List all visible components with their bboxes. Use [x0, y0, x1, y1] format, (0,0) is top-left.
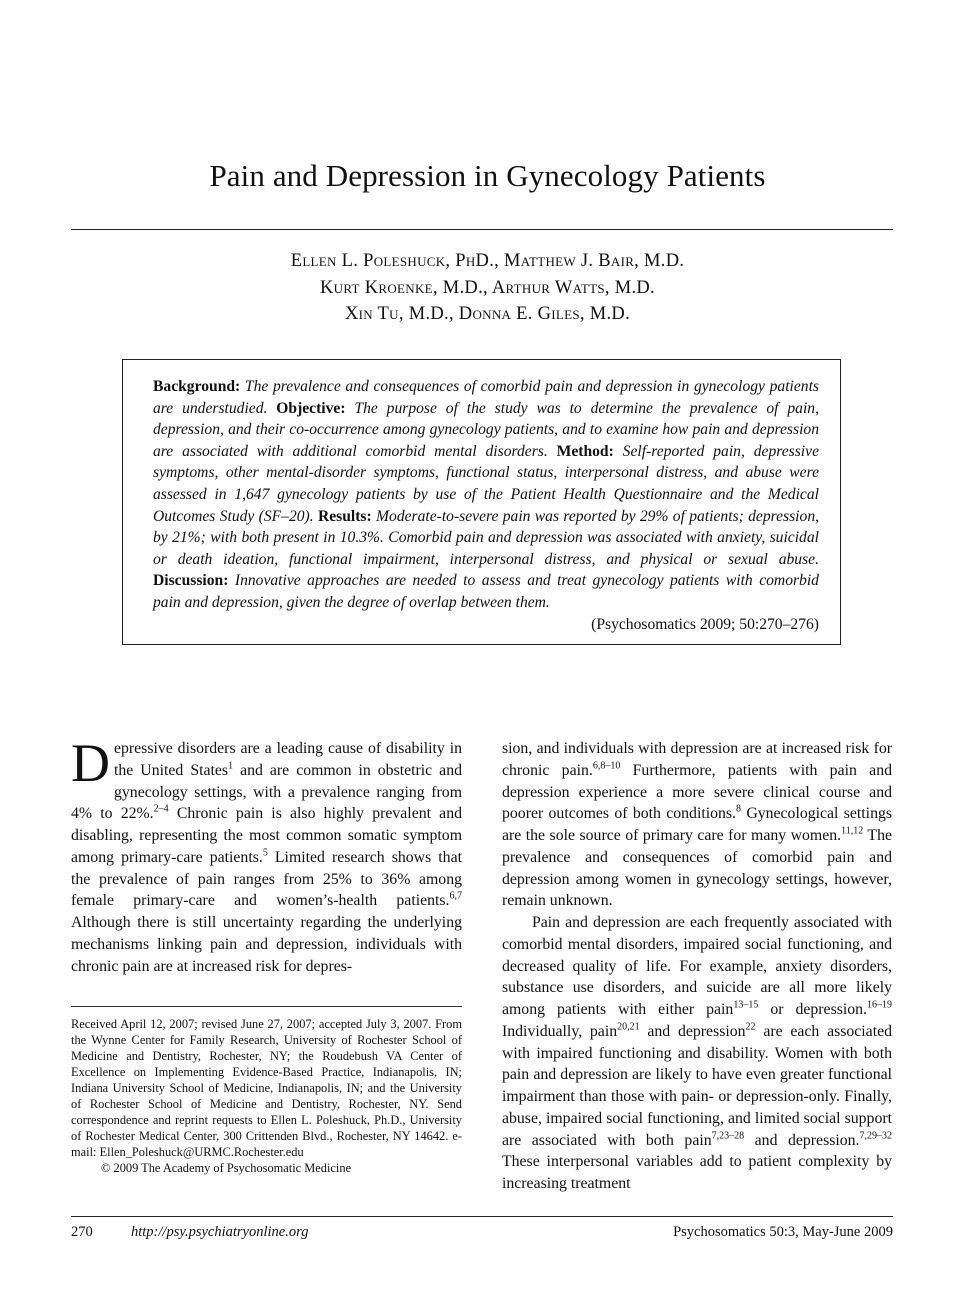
body-text: Limited research shows that the prevalence of pain ranges from 25% to 36% among female primary-care and women’s-health patients. — [71, 848, 462, 910]
journal-url-link[interactable]: http://psy.psychiatryonline.org — [131, 1224, 309, 1240]
body-text: Furthermore, patients with pain and depression experience a more severe clinical course and poorer outcomes of both conditions. — [502, 761, 892, 823]
footnote — [71, 1016, 462, 1176]
copyright-notice: © 2009 The Academy of Psychosomatic Medicine — [101, 1161, 352, 1175]
title-rule — [71, 229, 893, 230]
abstract-results-text: Moderate-to-severe pain was reported by 29% of patients; depression, by 21%; with both present in 10.3%. Comorbid pain and depression was associated with anxiety, suicidal or death ideation, functional impairment, interpersonal distress, and physical or sexual abuse. — [153, 507, 820, 568]
body-text: The prevalence and consequences of comorbid pain and depression among women in gynecology settings, however, remain unknown. — [502, 827, 892, 910]
author-line-2: Kurt Kroenke, M.D., Arthur Watts, M.D. — [320, 277, 655, 298]
abstract-objective-label: Objective: — [276, 399, 355, 417]
footer-rule — [71, 1216, 893, 1217]
reference-superscript: 1 — [228, 760, 234, 772]
reference-superscript: 2–4 — [153, 803, 169, 815]
abstract-box — [122, 359, 841, 645]
body-text: sion, and individuals with depression are at increased risk for chronic pain. — [502, 740, 892, 779]
reference-superscript: 22 — [745, 1021, 756, 1033]
abstract-objective-text: The purpose of the study was to determine the prevalence of pain, depression, and their co-occurrence among gynecology patients, and to examine how pain and depression are associated with additional comorbid mental disorders. — [153, 399, 819, 460]
reference-superscript: 11,12 — [841, 825, 864, 837]
abstract-discussion-text: Innovative approaches are needed to assess and treat gynecology patients with comorbid pain and depression, given the degree of overlap between them. — [153, 572, 819, 611]
body-column-right — [502, 738, 892, 1195]
reference-superscript: 6,7 — [449, 890, 462, 902]
intro-paragraph-2 — [502, 912, 892, 1195]
abstract-method-label: Method: — [556, 442, 623, 460]
body-column-left — [71, 733, 462, 977]
footnote-text: Received April 12, 2007; revised June 27, 2007; accepted July 3, 2007. From the Wynne Center for Family Research, University of Rochester School of Medicine and Dentistry, Rochester, NY; the Roudebush VA Center of Excellence on Implementing Evidence-Based Practice, Indianapolis, IN; Indiana University School of Medicine, Indianapolis, IN; and the University of Rochester School of Medicine and Dentistry, Rochester, NY. Send correspondence and reprint requests to Ellen L. Poleshuck, Ph.D., University of Rochester Medical Center, 300 Crittenden Blvd., Rochester, NY 14642. e-mail: Ellen_Poleshuck@URMC.Rochester.edu — [71, 1017, 462, 1159]
body-text: epressive disorders are a leading cause of disability in the United States — [114, 740, 462, 779]
abstract-background-label: Background: — [153, 378, 245, 395]
article-title: Pain and Depression in Gynecology Patients — [209, 158, 766, 193]
footnote-rule — [71, 1006, 462, 1007]
body-text: These interpersonal variables add to patient complexity by increasing treatment — [502, 1153, 892, 1192]
body-text: Individually, pain — [502, 1022, 618, 1040]
body-text: and depression — [639, 1022, 746, 1040]
intro-paragraph-1-continued — [502, 738, 892, 912]
reference-superscript: 5 — [262, 847, 268, 859]
abstract-citation-line — [153, 614, 819, 636]
abstract-method-text: Self-reported pain, depressive symptoms, other mental-disorder symptoms, functional status, interpersonal distress, and abuse were assessed in 1,647 gynecology patients by use of the Patient Health Questionnaire and the Medical Outcomes Study (SF–20). — [153, 442, 819, 525]
author-line-1: Ellen L. Poleshuck, PhD., Matthew J. Bair, M.D. — [290, 251, 685, 271]
body-text: and depression. — [744, 1131, 860, 1149]
page-number: 270 — [71, 1224, 93, 1240]
abstract-discussion-label: Discussion: — [153, 572, 235, 590]
author-list — [0, 248, 975, 328]
abstract-citation: (Psychosomatics 2009; 50:270–276) — [591, 615, 819, 633]
reference-superscript: 20,21 — [617, 1021, 640, 1033]
reference-superscript: 7,29–32 — [859, 1130, 892, 1142]
body-text: and are common in obstetric and gynecology settings, with a prevalence ranging from 4% to 22%. — [71, 761, 462, 823]
journal-issue: Psychosomatics 50:3, May-June 2009 — [673, 1224, 893, 1240]
body-text: or depression. — [758, 1001, 867, 1018]
author-line-3: Xin Tu, M.D., Donna E. Giles, M.D. — [344, 304, 630, 324]
body-text: Gynecological settings are the sole source of primary care for many women. — [502, 805, 893, 844]
drop-cap: D — [71, 733, 110, 793]
abstract-results-label: Results: — [317, 507, 377, 525]
body-text: Pain and depression are each frequently associated with comorbid mental disorders, impaired social functioning, and decreased quality of life. For example, anxiety disorders, substance use disorders, and suicide are all more likely among patients with either pain — [502, 914, 892, 1018]
body-text: Although there is still uncertainty regarding the underlying mechanisms linking pain and depression, individuals with chronic pain are at increased risk for depres- — [71, 914, 462, 975]
body-text: are each associated with impaired functioning and disability. Women with both pain and depression are likely to have even greater functional impairment than those with pain- or depression-only. Finally, abuse, impaired social functioning, and limited social support are associated with both pain — [502, 1022, 892, 1149]
reference-superscript: 7,23–28 — [711, 1130, 745, 1142]
abstract-background-text: The prevalence and consequences of comorbid pain and depression in gynecology patients are understudied. — [153, 378, 819, 417]
reference-superscript: 8 — [736, 803, 742, 815]
body-text: Chronic pain is also highly prevalent and disabling, representing the most common somatic symptom among primary-care patients. — [71, 805, 462, 866]
reference-superscript: 6,8–10 — [592, 760, 621, 772]
reference-superscript: 13–15 — [733, 999, 759, 1011]
reference-superscript: 16–19 — [867, 999, 892, 1011]
intro-paragraph-1 — [71, 733, 462, 977]
